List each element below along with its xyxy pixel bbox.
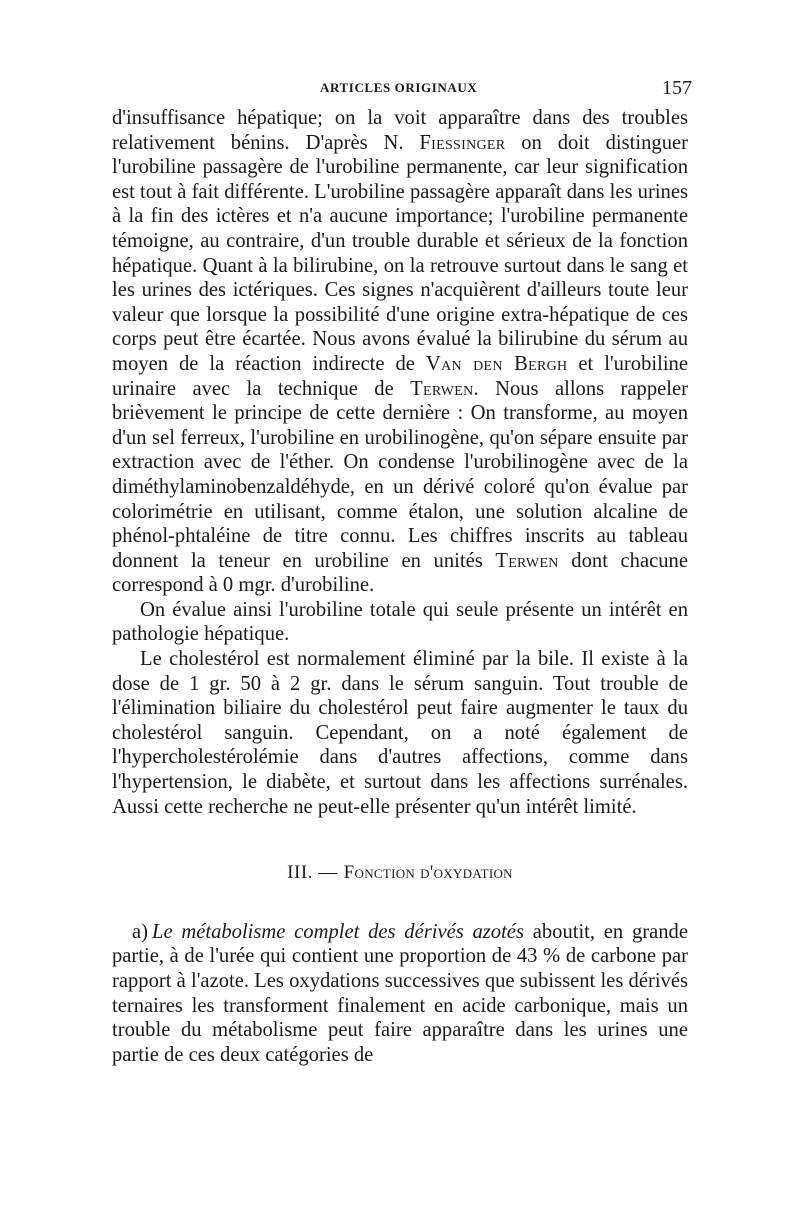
section-heading <box>112 861 688 886</box>
page-number: 157 <box>662 77 692 99</box>
section-number: III. — <box>287 862 338 884</box>
paragraph-cholesterol: Le cholestérol est normalement éliminé par la bile. Il existe à la dose de 1 gr. 50 à 2 gr. dans le sérum sanguin. Tout trouble de l'élimination biliaire du cholestérol peut faire augmenter le taux du cholestérol sanguin. Cependant, on a noté également de l'hypercholestérolémie dans d'autres affections, comme dans l'hypertension, le diabète, et surtout dans les affections surrénales. Aussi cette recherche ne peut-elle présenter qu'un intérêt limité. <box>112 648 688 818</box>
paragraph-urobiline <box>112 106 688 598</box>
author-name: Fiessinger <box>419 131 506 154</box>
text-run: aboutit, en grande partie, à de l'urée qui contient une proportion de 43 % de carbone par rapport à l'azote. Les oxydations successives que subissent les dérivés ternaires les transforment finalement en acide carbonique, mais un trouble du métabolisme peut faire apparaître dans les urines une partie de ces deux catégories de <box>112 920 688 1066</box>
text-run: on doit distinguer l'urobiline passagère de l'urobiline permanente, car leur signification est tout à fait différente. L'urobiline passagère apparaît dans les urines à la fin des ictères et n'a aucune importance; l'urobiline permanente témoigne, au contraire, d'un trouble durable et sérieux de la fonction hépatique. Quant à la bilirubine, on la retrouve surtout dans le sang et les urines des ictériques. Ces signes n'acquièrent d'ailleurs toute leur valeur que lorsque la possibilité d'une origine extra-hépatique de ces corps peut être écartée. Nous avons évalué la bilirubine du sérum au moyen de la réaction indirecte de <box>112 131 688 375</box>
item-label: a) <box>132 920 148 943</box>
author-name: Terwen <box>495 549 559 572</box>
text-run: d'insuffisance hépatique; on la voit apparaître dans des troubles relativement bénins. D'après N. <box>112 107 688 154</box>
running-title: ARTICLES ORIGINAUX <box>320 80 478 95</box>
body-text <box>112 106 688 1067</box>
italic-phrase: Le métabolisme complet des dérivés azotés <box>152 920 524 943</box>
paragraph-urobiline-totale: On évalue ainsi l'urobiline totale qui seule présente un intérêt en pathologie hépatique. <box>112 598 688 646</box>
text-run: et l'urobiline urinaire avec la technique de <box>112 352 688 400</box>
paragraph-metabolisme <box>112 920 688 1068</box>
text-run: dont chacune correspond à 0 mgr. d'urobiline. <box>112 549 688 597</box>
running-header <box>0 76 800 100</box>
section-title: Fonction d'oxydation <box>343 862 513 884</box>
author-name: Terwen <box>410 377 474 400</box>
author-name: Van den Bergh <box>425 352 568 375</box>
text-run: . Nous allons rappeler brièvement le principe de cette dernière : On transforme, au moyen d'un sel ferreux, l'urobiline en urobilinogène, qu'on sépare ensuite par extraction avec de l'éther. On condense l'urobilinogène avec de la diméthylaminobenzaldéhyde, en un dérivé coloré qu'on évalue par colorimétrie en utilisant, comme étalon, une solution alcaline de phénol-phtaléine de titre connu. Les chiffres inscrits au tableau donnent la teneur en urobiline en unités <box>112 377 689 572</box>
